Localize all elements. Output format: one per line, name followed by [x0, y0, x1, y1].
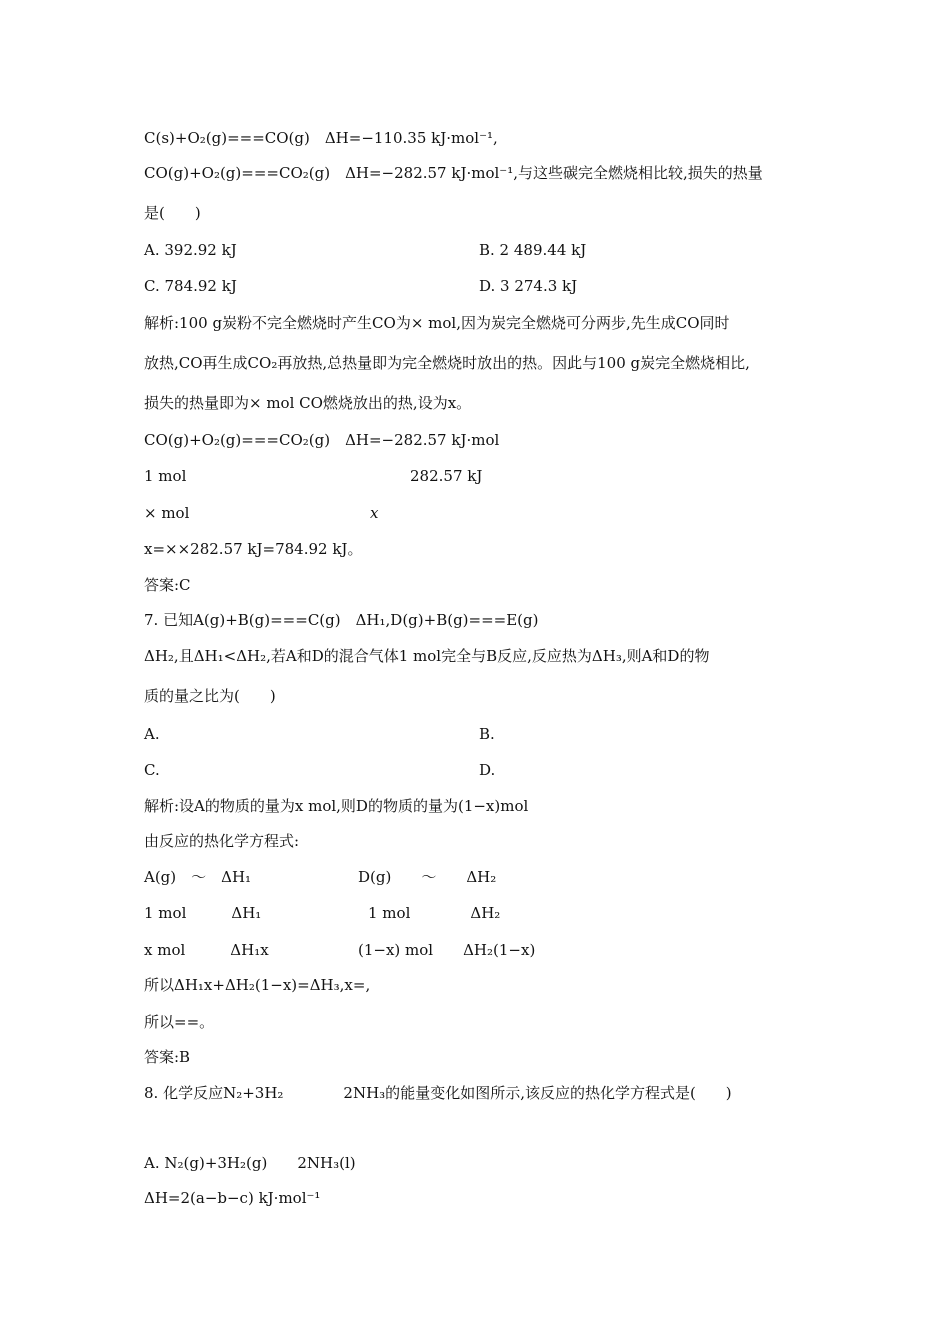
option-a: A. N₂(g)+3H₂(g) 2NH₃(l)	[144, 1154, 356, 1172]
table-row: A(g) ～ ΔH₁	[144, 868, 252, 886]
analysis-text: 解析:100 g炭粉不完全燃烧时产生CO为× mol,因为炭完全燃烧可分两步,先生成CO同时	[144, 314, 730, 332]
analysis-text: 损失的热量即为× mol CO燃烧放出的热,设为x。	[144, 394, 472, 412]
question-stem: 是( )	[144, 204, 201, 222]
option-a-enthalpy: ΔH=2(a−b−c) kJ·mol⁻¹	[144, 1189, 321, 1207]
option-d: D.	[479, 761, 496, 779]
option-d: D. 3 274.3 kJ	[479, 277, 578, 295]
equation-line: CO(g)+O₂(g)===CO₂(g) ΔH=−282.57 kJ·mol	[144, 431, 500, 449]
answer-line: 答案:B	[144, 1048, 191, 1066]
table-row: 1 mol ΔH₁	[144, 904, 262, 922]
question-stem: 质的量之比为( )	[144, 687, 276, 705]
option-c: C.	[144, 761, 160, 779]
table-row-cell: (1−x) mol ΔH₂(1−x)	[358, 941, 536, 959]
analysis-text: 由反应的热化学方程式:	[144, 832, 300, 850]
analysis-text: 解析:设A的物质的量为x mol,则D的物质的量为(1−x)mol	[144, 797, 529, 815]
analysis-text: 放热,CO再生成CO₂再放热,总热量即为完全燃烧时放出的热。因此与100 g炭完全燃烧相比,	[144, 354, 750, 372]
option-b: B.	[479, 725, 495, 743]
equation-line: C(s)+O₂(g)===CO(g) ΔH=−110.35 kJ·mol⁻¹,	[144, 129, 498, 147]
ratio-row: 1 mol	[144, 467, 187, 485]
question-stem: 8. 化学反应N₂+3H₂ 2NH₃的能量变化如图所示,该反应的热化学方程式是( )	[144, 1084, 732, 1102]
option-c: C. 784.92 kJ	[144, 277, 237, 295]
ratio-row-value: x	[370, 504, 379, 522]
question-stem: 7. 已知A(g)+B(g)===C(g) ΔH₁,D(g)+B(g)===E(g)	[144, 611, 539, 629]
equation-line: CO(g)+O₂(g)===CO₂(g) ΔH=−282.57 kJ·mol⁻¹,与这些碳完全燃烧相比较,损失的热量	[144, 164, 763, 182]
analysis-text: 所以==。	[144, 1013, 215, 1031]
table-row: x mol ΔH₁x	[144, 941, 269, 959]
question-stem: ΔH₂,且ΔH₁<ΔH₂,若A和D的混合气体1 mol完全与B反应,反应热为ΔH₃,则A和D的物	[144, 647, 710, 665]
option-a: A.	[144, 725, 160, 743]
calculation-line: x=××282.57 kJ=784.92 kJ。	[144, 540, 363, 558]
analysis-text: 所以ΔH₁x+ΔH₂(1−x)=ΔH₃,x=,	[144, 976, 371, 994]
ratio-row-value: 282.57 kJ	[410, 467, 483, 485]
table-row-cell: D(g) ～ ΔH₂	[358, 868, 497, 886]
option-a: A. 392.92 kJ	[144, 241, 237, 259]
option-b: B. 2 489.44 kJ	[479, 241, 587, 259]
ratio-row: × mol	[144, 504, 190, 522]
table-row-cell: 1 mol ΔH₂	[368, 904, 501, 922]
answer-line: 答案:C	[144, 576, 191, 594]
